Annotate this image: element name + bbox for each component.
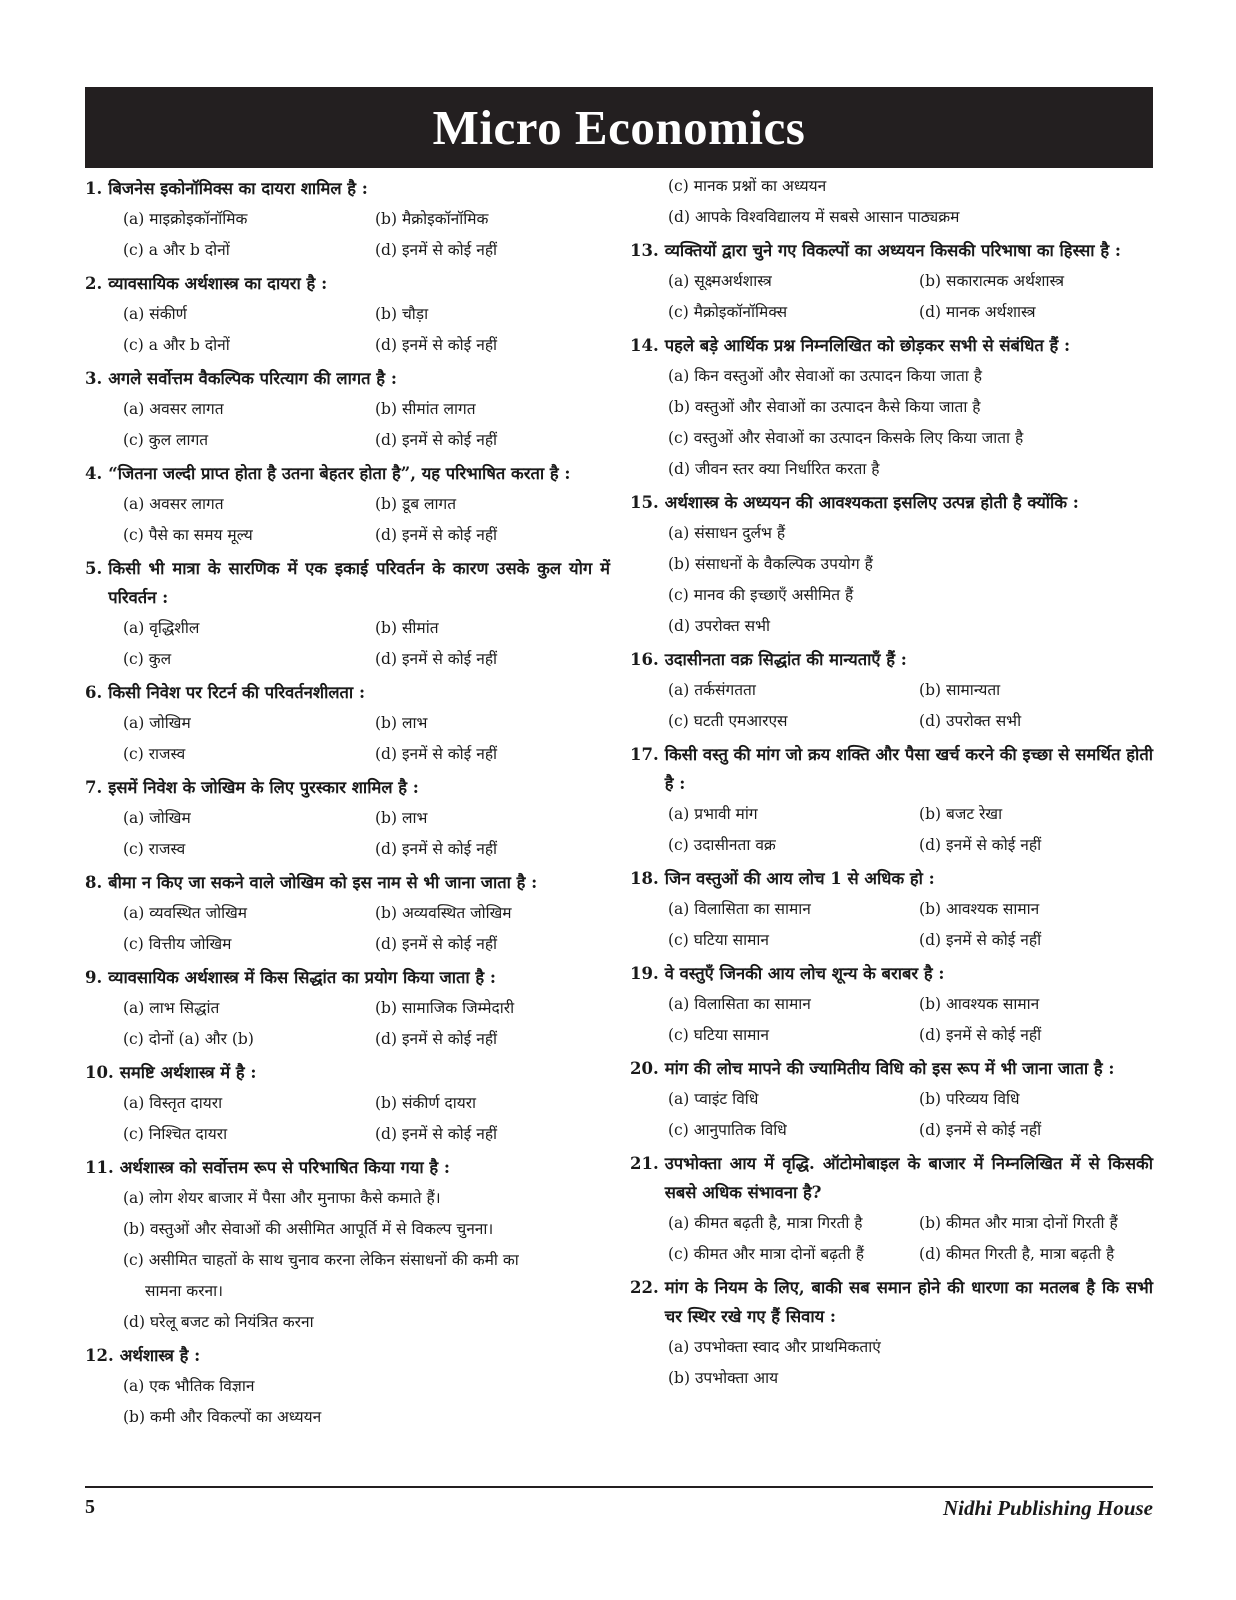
option: (a) माइक्रोइकॉनॉमिक	[123, 210, 248, 228]
option: (b) सीमांत लागत	[375, 400, 476, 418]
question	[630, 1149, 1153, 1207]
option-row	[630, 676, 1153, 705]
question-text: उपभोक्ता आय में वृद्धि. ऑटोमोबाइल के बाजार में निम्नलिखित में से किसकी सबसे अधिक संभावना है?	[664, 1154, 1153, 1202]
question-number: 2.	[85, 274, 103, 293]
option-row	[85, 490, 610, 519]
question-text: व्यावसायिक अर्थशास्त्र में किस सिद्धांत का प्रयोग किया जाता है :	[108, 968, 497, 987]
question-text: व्यावसायिक अर्थशास्त्र का दायरा है :	[108, 274, 328, 293]
option-row	[630, 1116, 1153, 1145]
question-number: 1.	[85, 179, 103, 198]
option: (a) विलासिता का सामान	[668, 900, 811, 918]
question-text: किसी भी मात्रा के सारणिक में एक इकाई परिवर्तन के कारण उसके कुल योग में परिवर्तन :	[108, 559, 610, 607]
option: (c) मानव की इच्छाएँ असीमित हैं	[668, 586, 854, 604]
question-number: 13.	[630, 241, 659, 260]
option: (d) इनमें से कोई नहीं	[375, 336, 498, 354]
question-text: बीमा न किए जा सकने वाले जोखिम को इस नाम से भी जाना जाता है :	[108, 873, 538, 892]
option: (b) मैक्रोइकॉनॉमिक	[375, 210, 489, 228]
option-row	[85, 614, 610, 643]
option-row	[630, 926, 1153, 955]
option: (b) चौड़ा	[375, 305, 429, 323]
question-text: अगले सर्वोत्तम वैकल्पिक परित्याग की लागत है :	[108, 369, 397, 388]
option: (c) a और b दोनों	[123, 241, 230, 259]
question-text: मांग की लोच मापने की ज्यामितीय विधि को इस रूप में भी जाना जाता है :	[664, 1059, 1115, 1078]
option: (a) सूक्ष्मअर्थशास्त्र	[668, 272, 772, 290]
option: (b) सकारात्मक अर्थशास्त्र	[919, 272, 1065, 290]
publisher-name: Nidhi Publishing House	[942, 1496, 1153, 1520]
option: (c) वस्तुओं और सेवाओं का उत्पादन किसके लिए किया जाता है	[668, 429, 1024, 447]
question-text: मांग के नियम के लिए, बाकी सब समान होने की धारणा का मतलब है कि सभी चर स्थिर रखे गए हैं सिवाय :	[664, 1278, 1153, 1326]
option: (d) इनमें से कोई नहीं	[919, 931, 1042, 949]
page-title: Micro Economics	[432, 100, 806, 155]
option: (c) घटिया सामान	[668, 1026, 769, 1044]
option: (b) संसाधनों के वैकल्पिक उपयोग हैं	[668, 555, 873, 573]
option: (b) वस्तुओं और सेवाओं की असीमित आपूर्ति में से विकल्प चुनना।	[123, 1220, 494, 1238]
option-row	[85, 804, 610, 833]
question-number: 20.	[630, 1059, 659, 1078]
option: (d) उपरोक्त सभी	[668, 617, 771, 635]
question	[85, 459, 610, 488]
option: (b) उपभोक्ता आय	[668, 1369, 779, 1387]
option-row	[85, 205, 610, 234]
option: (d) इनमें से कोई नहीं	[919, 1026, 1042, 1044]
option: (c) कीमत और मात्रा दोनों बढ़ती हैं	[668, 1245, 864, 1263]
option: (b) परिव्यय विधि	[919, 1090, 1020, 1108]
option: (d) आपके विश्वविद्यालय में सबसे आसान पाठ्यक्रम	[668, 208, 960, 226]
option-row	[630, 1085, 1153, 1114]
question	[630, 1273, 1153, 1331]
question	[85, 174, 610, 203]
option-row	[85, 1120, 610, 1149]
option: (d) घरेलू बजट को नियंत्रित करना	[123, 1313, 314, 1331]
option: (d) इनमें से कोई नहीं	[375, 650, 498, 668]
option: (b) सामाजिक जिम्मेदारी	[375, 999, 515, 1017]
option: (d) इनमें से कोई नहीं	[375, 1125, 498, 1143]
question	[630, 236, 1153, 265]
option: (c) कुल लागत	[123, 431, 209, 449]
option-row	[630, 1240, 1153, 1269]
option: (c) पैसे का समय मूल्य	[123, 526, 253, 544]
option: (a) उपभोक्ता स्वाद और प्राथमिकताएं	[668, 1338, 881, 1356]
option: (b) कमी और विकल्पों का अध्ययन	[123, 1408, 322, 1426]
question-text: पहले बड़े आर्थिक प्रश्न निम्नलिखित को छोड़कर सभी से संबंधित हैं :	[664, 336, 1071, 355]
option: (a) तर्कसंगतता	[668, 681, 756, 699]
option-row	[630, 831, 1153, 860]
question	[85, 868, 610, 897]
question-text: अर्थशास्त्र को सर्वोत्तम रूप से परिभाषित किया गया है :	[119, 1158, 451, 1177]
question	[630, 331, 1153, 360]
option-row	[85, 426, 610, 455]
option-row	[85, 899, 610, 928]
question	[630, 645, 1153, 674]
option: (c) राजस्व	[123, 745, 186, 763]
option: (c) आनुपातिक विधि	[668, 1121, 787, 1139]
question	[85, 773, 610, 802]
question	[630, 488, 1153, 517]
option: (d) इनमें से कोई नहीं	[375, 935, 498, 953]
option: (b) लाभ	[375, 714, 428, 732]
title-banner	[85, 87, 1153, 168]
question-number: 19.	[630, 964, 659, 983]
option: (c) घटती एमआरएस	[668, 712, 788, 730]
option-row	[630, 895, 1153, 924]
option: (d) मानक अर्थशास्त्र	[919, 303, 1036, 321]
option: (c) घटिया सामान	[668, 931, 769, 949]
option: (c) राजस्व	[123, 840, 186, 858]
option-row	[85, 645, 610, 674]
question	[85, 269, 610, 298]
option: (b) सामान्यता	[919, 681, 1001, 699]
option: (c) निश्चित दायरा	[123, 1125, 228, 1143]
option-continuation: सामना करना।	[145, 1282, 224, 1300]
option: (b) संकीर्ण दायरा	[375, 1094, 477, 1112]
question-number: 10.	[85, 1063, 114, 1082]
option-row	[85, 331, 610, 360]
question-text: समष्टि अर्थशास्त्र में है :	[119, 1063, 257, 1082]
option-row	[85, 1025, 610, 1054]
option-row	[630, 1021, 1153, 1050]
question	[85, 678, 610, 707]
question	[85, 1058, 610, 1087]
option: (d) कीमत गिरती है, मात्रा बढ़ती है	[919, 1245, 1115, 1263]
option-row	[85, 709, 610, 738]
option: (d) उपरोक्त सभी	[919, 712, 1022, 730]
option: (a) प्वाइंट विधि	[668, 1090, 759, 1108]
option-row	[85, 835, 610, 864]
option: (b) बजट रेखा	[919, 805, 1003, 823]
option: (b) वस्तुओं और सेवाओं का उत्पादन कैसे किया जाता है	[668, 398, 981, 416]
right-column	[630, 170, 1153, 1393]
option: (c) उदासीनता वक्र	[668, 836, 776, 854]
option: (a) वृद्धिशील	[123, 619, 200, 637]
question-number: 11.	[85, 1158, 114, 1177]
question-number: 17.	[630, 745, 659, 764]
option-row	[85, 740, 610, 769]
option: (a) संसाधन दुर्लभ हैं	[668, 524, 786, 542]
option: (a) जोखिम	[123, 714, 191, 732]
option-row	[630, 298, 1153, 327]
option: (a) लाभ सिद्धांत	[123, 999, 220, 1017]
question-number: 12.	[85, 1346, 114, 1365]
option-row	[85, 395, 610, 424]
option: (d) इनमें से कोई नहीं	[375, 241, 498, 259]
question-number: 22.	[630, 1278, 659, 1297]
question	[630, 740, 1153, 798]
question-number: 7.	[85, 778, 103, 797]
question-number: 8.	[85, 873, 103, 892]
option: (c) असीमित चाहतों के साथ चुनाव करना लेकिन संसाधनों की कमी का	[123, 1251, 519, 1269]
question-text: इसमें निवेश के जोखिम के लिए पुरस्कार शामिल है :	[108, 778, 419, 797]
option: (d) इनमें से कोई नहीं	[375, 840, 498, 858]
question-number: 14.	[630, 336, 659, 355]
question	[630, 959, 1153, 988]
option: (b) अव्यवस्थित जोखिम	[375, 904, 512, 922]
option-row	[630, 707, 1153, 736]
question-text: अर्थशास्त्र के अध्ययन की आवश्यकता इसलिए उत्पन्न होती है क्योंकि :	[664, 493, 1079, 512]
option: (a) कीमत बढ़ती है, मात्रा गिरती है	[668, 1214, 863, 1232]
question-number: 4.	[85, 464, 103, 483]
question	[85, 364, 610, 393]
question-text: व्यक्तियों द्वारा चुने गए विकल्पों का अध्ययन किसकी परिभाषा का हिस्सा है :	[664, 241, 1121, 260]
option: (c) मानक प्रश्नों का अध्ययन	[668, 177, 827, 195]
question-text: “जितना जल्दी प्राप्त होता है उतना बेहतर होता है”, यह परिभाषित करता है :	[108, 464, 571, 483]
question-number: 18.	[630, 869, 659, 888]
option: (c) दोनों (a) और (b)	[123, 1030, 254, 1048]
option: (a) अवसर लागत	[123, 400, 224, 418]
question-text: अर्थशास्त्र है :	[119, 1346, 201, 1365]
question-number: 9.	[85, 968, 103, 987]
option: (a) जोखिम	[123, 809, 191, 827]
option: (b) आवश्यक सामान	[919, 995, 1040, 1013]
question-text: बिजनेस इकोनॉमिक्स का दायरा शामिल है :	[108, 179, 368, 198]
option-row	[85, 521, 610, 550]
option: (a) किन वस्तुओं और सेवाओं का उत्पादन किया जाता है	[668, 367, 982, 385]
option: (d) इनमें से कोई नहीं	[375, 526, 498, 544]
question-text: किसी वस्तु की मांग जो क्रय शक्ति और पैसा खर्च करने की इच्छा से समर्थित होती है :	[664, 745, 1153, 793]
option: (c) मैक्रोइकॉनॉमिक्स	[668, 303, 788, 321]
option-row	[630, 990, 1153, 1019]
option: (b) सीमांत	[375, 619, 439, 637]
option: (a) व्यवस्थित जोखिम	[123, 904, 248, 922]
option: (b) डूब लागत	[375, 495, 457, 513]
question-number: 21.	[630, 1154, 659, 1173]
question-text: वे वस्तुएँ जिनकी आय लोच शून्य के बराबर है :	[664, 964, 945, 983]
left-column	[85, 170, 610, 1432]
question	[85, 1341, 610, 1370]
option-row	[630, 267, 1153, 296]
option: (d) इनमें से कोई नहीं	[375, 431, 498, 449]
page-number: 5	[85, 1496, 95, 1518]
option: (c) a और b दोनों	[123, 336, 230, 354]
option: (d) इनमें से कोई नहीं	[919, 1121, 1042, 1139]
option: (a) लोग शेयर बाजार में पैसा और मुनाफा कैसे कमाते हैं।	[123, 1189, 441, 1207]
question	[630, 1054, 1153, 1083]
question	[630, 864, 1153, 893]
option: (a) अवसर लागत	[123, 495, 224, 513]
option: (a) संकीर्ण	[123, 305, 187, 323]
option: (d) इनमें से कोई नहीं	[375, 745, 498, 763]
option: (c) कुल	[123, 650, 172, 668]
option-row	[630, 1209, 1153, 1238]
option: (b) लाभ	[375, 809, 428, 827]
option: (a) एक भौतिक विज्ञान	[123, 1377, 255, 1395]
option: (c) वित्तीय जोखिम	[123, 935, 232, 953]
option: (b) आवश्यक सामान	[919, 900, 1040, 918]
question	[85, 554, 610, 612]
question-number: 16.	[630, 650, 659, 669]
option-row	[85, 930, 610, 959]
question-text: किसी निवेश पर रिटर्न की परिवर्तनशीलता :	[108, 683, 366, 702]
question-text: उदासीनता वक्र सिद्धांत की मान्यताएँ हैं :	[664, 650, 907, 669]
footer-divider	[85, 1486, 1153, 1488]
option: (d) इनमें से कोई नहीं	[375, 1030, 498, 1048]
question	[85, 963, 610, 992]
option-row	[85, 236, 610, 265]
option: (d) जीवन स्तर क्या निर्धारित करता है	[668, 460, 880, 478]
option: (a) विस्तृत दायरा	[123, 1094, 223, 1112]
question-number: 6.	[85, 683, 103, 702]
option-row	[85, 1089, 610, 1118]
option: (a) प्रभावी मांग	[668, 805, 758, 823]
option-row	[85, 994, 610, 1023]
question-number: 15.	[630, 493, 659, 512]
question-text: जिन वस्तुओं की आय लोच 1 से अधिक हो :	[664, 869, 935, 888]
option-row	[630, 800, 1153, 829]
option: (d) इनमें से कोई नहीं	[919, 836, 1042, 854]
option-row	[85, 300, 610, 329]
option: (a) विलासिता का सामान	[668, 995, 811, 1013]
question-number: 3.	[85, 369, 103, 388]
option: (b) कीमत और मात्रा दोनों गिरती हैं	[919, 1214, 1118, 1232]
question-number: 5.	[85, 559, 103, 578]
question	[85, 1153, 610, 1182]
